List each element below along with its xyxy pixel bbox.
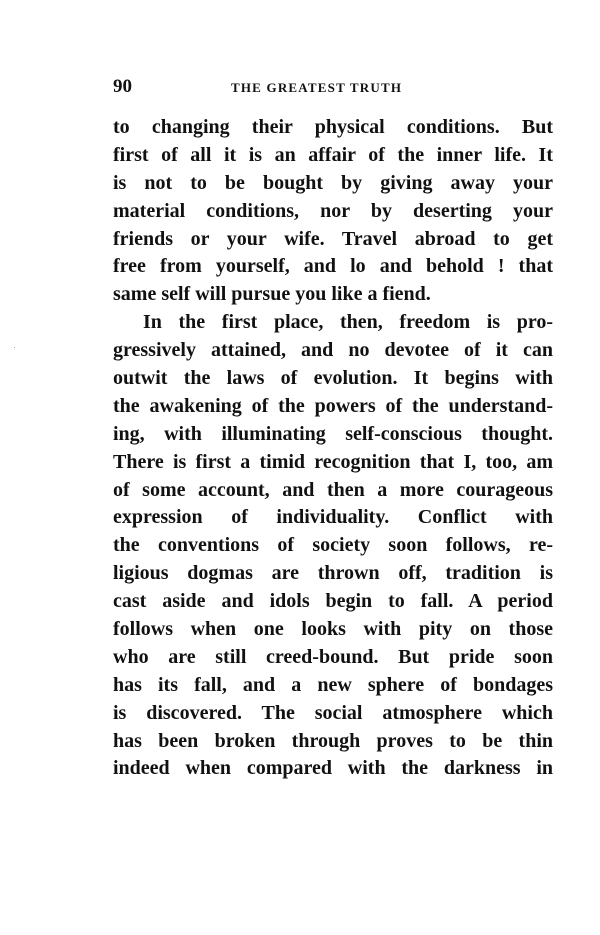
page-number: 90 [113, 76, 132, 97]
text-line: who are still creed-bound. But pride soon [113, 645, 553, 668]
text-line: has its fall, and a new sphere of bondages [113, 673, 553, 696]
text-line: indeed when compared with the darkness in [113, 757, 553, 780]
text-line: gressively attained, and no devotee of it can [113, 339, 553, 362]
text-line: follows when one looks with pity on those [113, 618, 553, 641]
text-line: material conditions, nor by deserting your [113, 199, 553, 222]
page-header [113, 76, 553, 98]
text-line: of some account, and then a more courageous [113, 478, 553, 501]
text-line: the conventions of society soon follows, re- [113, 534, 553, 557]
scan-speck [14, 347, 15, 348]
text-line: has been broken through proves to be thin [113, 729, 553, 752]
text-line: is not to be bought by giving away your [113, 171, 553, 194]
text-line: first of all it is an affair of the inner life. It [113, 143, 553, 166]
page-body [113, 114, 553, 783]
running-title: THE GREATEST TRUTH [231, 80, 403, 95]
text-line: free from yourself, and lo and behold ! that [113, 255, 553, 278]
text-line: to changing their physical conditions. But [113, 116, 553, 138]
text-line: In the first place, then, freedom is pro- [143, 311, 553, 334]
text-line: same self will pursue you like a fiend. [113, 283, 431, 306]
text-line: ing, with illuminating self-conscious thought. [113, 422, 553, 445]
text-line: There is first a timid recognition that I, too, am [113, 450, 553, 473]
text-line: the awakening of the powers of the understand- [113, 394, 553, 417]
text-line: ligious dogmas are thrown off, tradition is [113, 562, 553, 585]
text-line: expression of individuality. Conflict with [113, 506, 553, 529]
text-line: friends or your wife. Travel abroad to get [113, 227, 553, 250]
text-line: is discovered. The social atmosphere which [113, 701, 553, 724]
text-line: outwit the laws of evolution. It begins with [113, 367, 553, 390]
text-line: cast aside and idols begin to fall. A period [113, 590, 553, 613]
